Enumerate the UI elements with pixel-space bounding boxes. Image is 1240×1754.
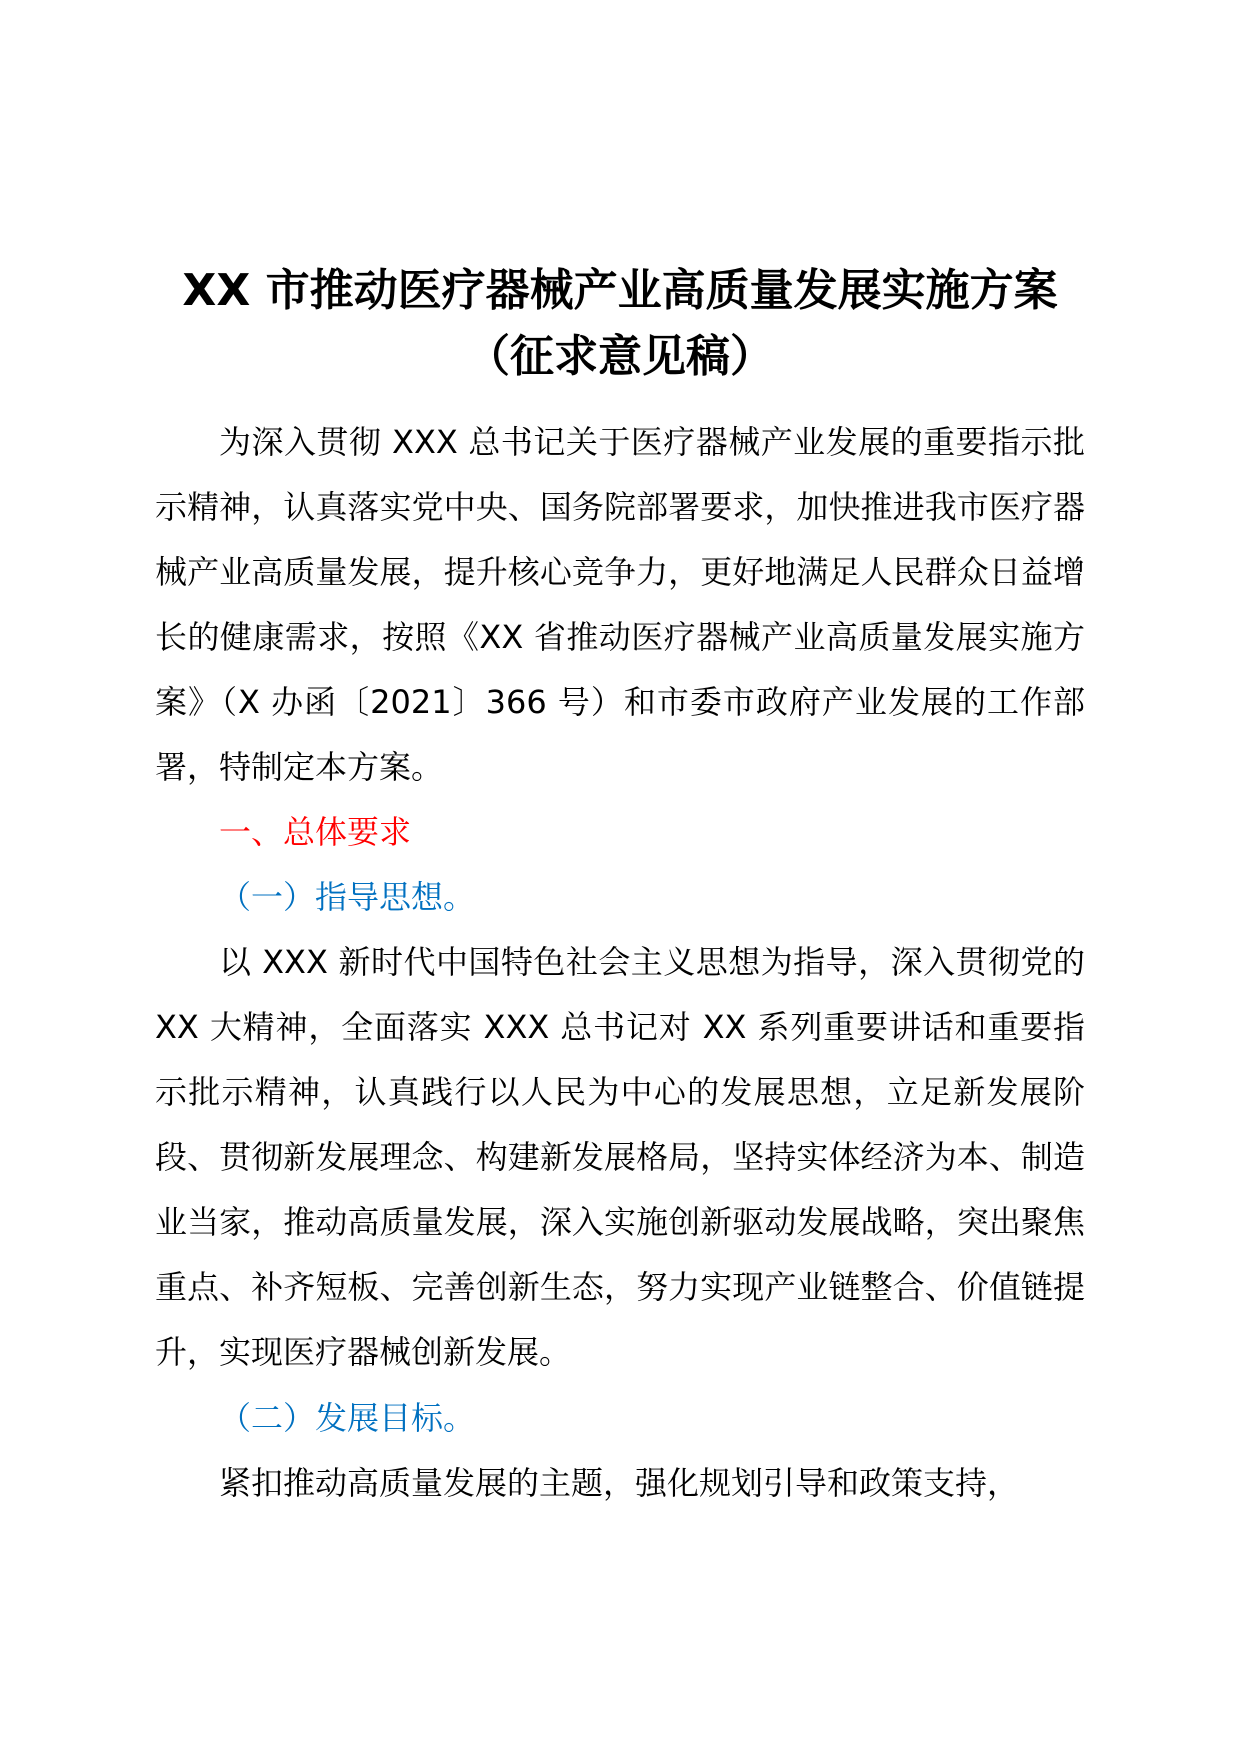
development-goals-paragraph: 紧扣推动高质量发展的主题，强化规划引导和政策支持，: [219, 1464, 1020, 1502]
subsection-heading-guiding-ideology: （一）指导思想。: [219, 878, 476, 916]
section-heading-general-requirements: 一、总体要求: [219, 813, 412, 851]
document-title: XX 市推动医疗器械产业高质量发展实施方案: [182, 265, 1058, 316]
intro-paragraph: 为深入贯彻 XXX 总书记关于医疗器械产业发展的重要指示批示精神，认真落实党中央、国务院部署要求，加快推进我市医疗器械产业高质量发展，提升核心竞争力，更好地满足人民群众日益增长的健康需求，按照《XX 省推动医疗器械产业高质量发展实施方案》（X 办函〔2021〕366 号）和市委市政府产业发展的工作部署，特制定本方案。: [155, 423, 1085, 786]
guiding-ideology-paragraph: 以 XXX 新时代中国特色社会主义思想为指导，深入贯彻党的 XX 大精神，全面落实 XXX 总书记对 XX 系列重要讲话和重要指示批示精神，认真践行以人民为中心的发展思想，立足新发展阶段、贯彻新发展理念、构建新发展格局，坚持实体经济为本、制造业当家，推动高质量发展，深入实施创新驱动发展战略，突出聚焦重点、补齐短板、完善创新生态，努力实现产业链整合、价值链提升，实现医疗器械创新发展。: [155, 943, 1085, 1371]
subsection-heading-development-goals: （二）发展目标。: [219, 1399, 476, 1437]
document-subtitle: （征求意见稿）: [466, 331, 774, 382]
